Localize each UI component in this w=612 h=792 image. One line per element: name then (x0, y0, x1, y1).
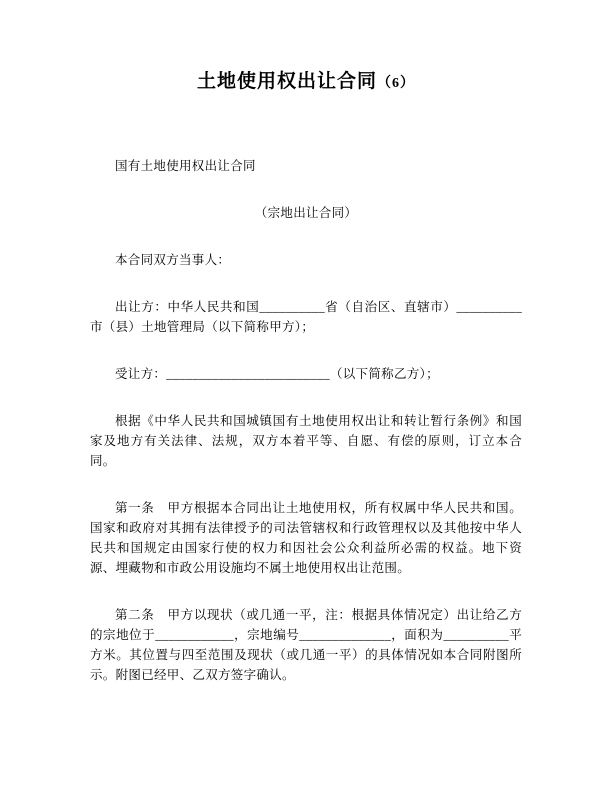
paragraph-transferor: 出让方：中华人民共和国__________省（自治区、直辖市）__________市（县）土地管理局（以下简称甲方）； (90, 300, 522, 334)
paragraph-clause-1: 第一条 甲方根据本合同出让土地使用权，所有权属中华人民共和国。国家和政府对其拥有法律授予的司法管辖权和行政管理权以及其他按中华人民共和国规定由国家行使的权力和因社会公众利益所必需的权益。地下资源、埋藏物和市政公用设施均不属土地使用权出让范围。 (90, 501, 522, 575)
paragraph-legal-basis: 根据《中华人民共和国城镇国有土地使用权出让和转让暂行条例》和国家及地方有关法律、法规，双方本着平等、自愿、有偿的原则，订立本合同。 (90, 414, 522, 468)
document-title (90, 70, 522, 96)
paragraph-subtitle: 国有土地使用权出让合同 (115, 159, 256, 173)
title-main: 土地使用权出让合同 (196, 71, 377, 92)
paragraph-parcel-subtitle: （宗地出让合同） (254, 206, 358, 220)
paragraph-transferee: 受让方：_________________________（以下简称乙方）； (115, 367, 439, 381)
title-number-suffix: （6） (377, 76, 415, 91)
paragraph-parties-intro: 本合同双方当事人： (115, 253, 231, 267)
paragraph-clause-2: 第二条 甲方以现状（或几通一平，注：根据具体情况定）出让给乙方的宗地位于____________，宗地编号______________，面积为__________平方米。其位置与四至范围及现状（或几通一平）的具体情况如本合同附图所示。附图已经甲、乙双方签字确认。 (90, 608, 522, 682)
